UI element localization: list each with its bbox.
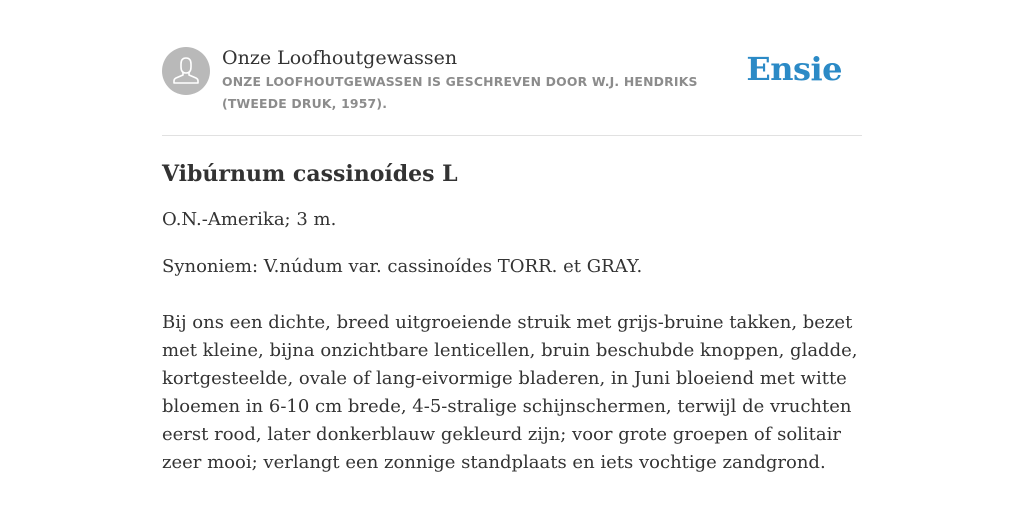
source-description: ONZE LOOFHOUTGEWASSEN IS GESCHREVEN DOOR W.J. HENDRIKS (TWEEDE DRUK, 1957).: [222, 74, 698, 111]
entry-description: Bij ons een dichte, breed uitgroeiende struik met grijs-bruine takken, bezet met kleine, bijna onzichtbare lenticellen, bruin beschubde knoppen, gladde, kortgesteelde, ovale of lang-eivormige bladeren, in Juni bloeiend met witte bloemen in 6-10 cm brede, 4-5-stralige schijnschermen, terwijl de vruchten eerst rood, later donkerblauw gekleurd zijn; voor grote groepen of solitair zeer mooi; verlangt een zonnige standplaats en iets vochtige zandgrond.: [162, 312, 858, 473]
avatar[interactable]: [162, 47, 210, 95]
entry-origin: O.N.-Amerika; 3 m.: [162, 209, 337, 230]
ensie-logo[interactable]: Ensie: [746, 50, 842, 88]
source-header: [162, 40, 862, 136]
source-title[interactable]: Onze Loofhoutgewassen: [222, 47, 458, 69]
entry-title: Vibúrnum cassinoídes L: [162, 161, 458, 187]
entry-content: [162, 156, 862, 477]
user-icon: [162, 47, 210, 95]
entry-synonym: Synoniem: V.núdum var. cassinoídes TORR. et GRAY.: [162, 256, 643, 277]
